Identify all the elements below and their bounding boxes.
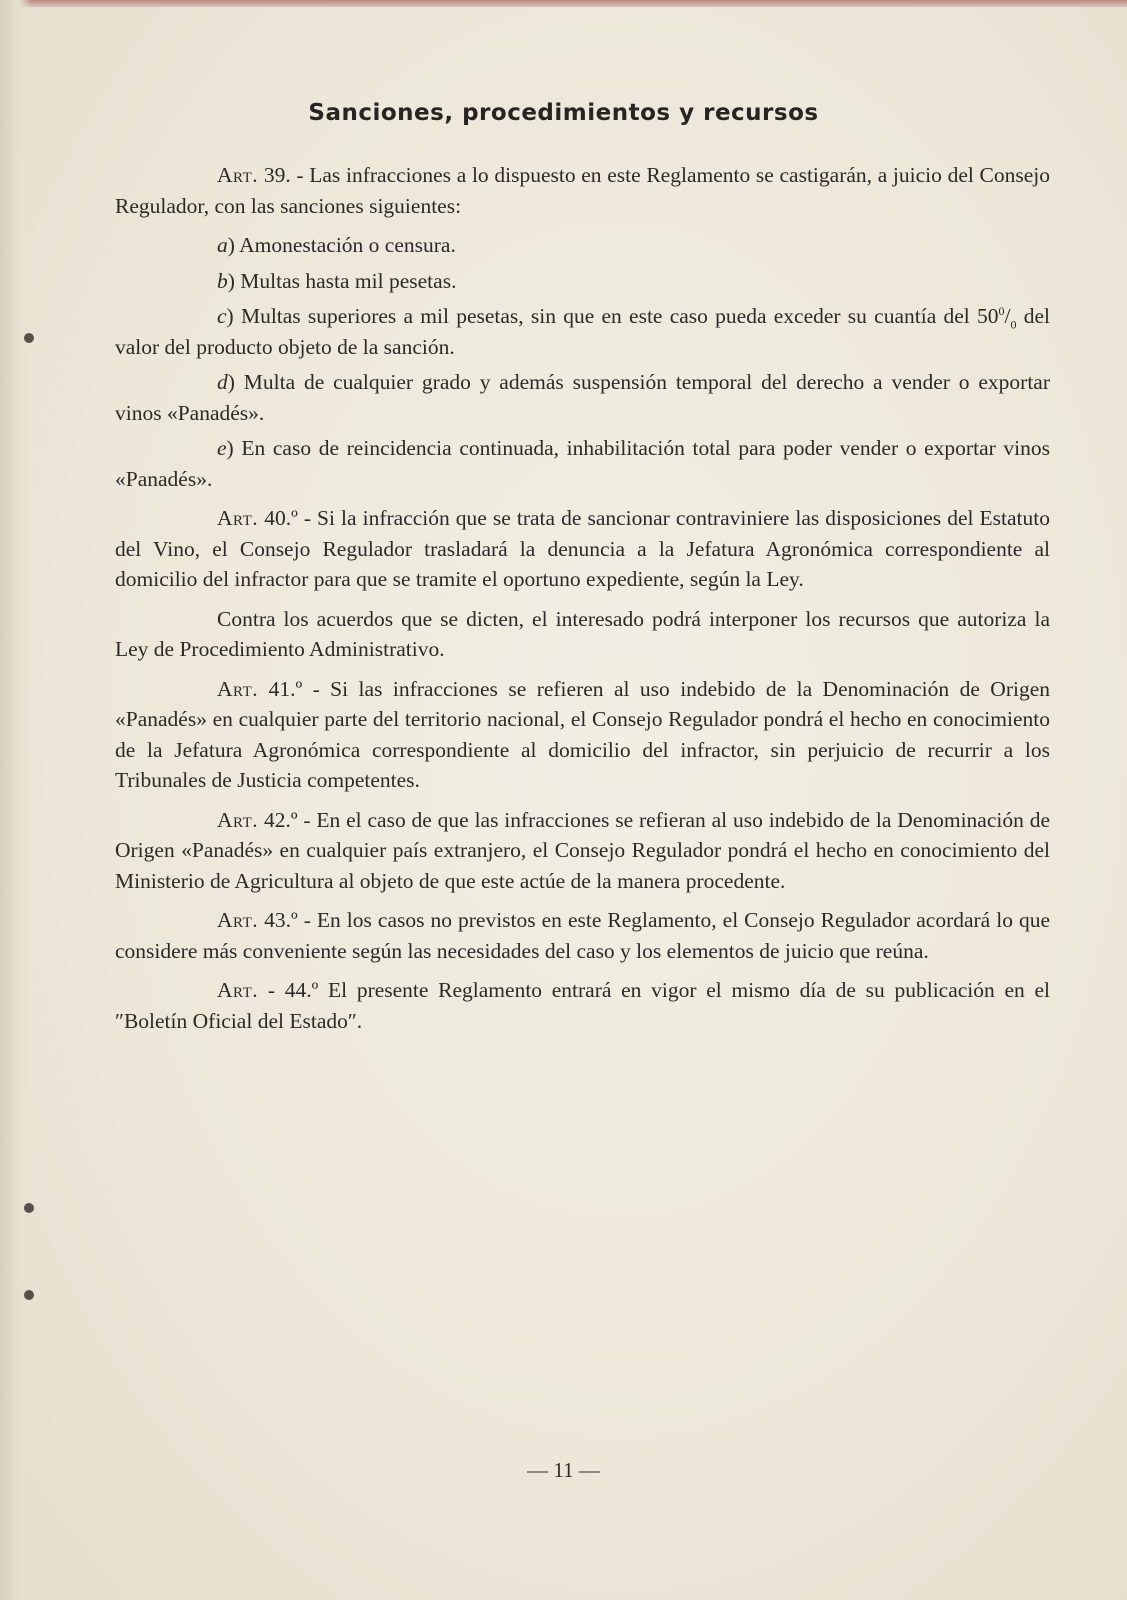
item-text: del valor del producto objeto de la sanción.	[115, 304, 1050, 359]
article-41	[115, 674, 1050, 796]
sanction-item-c	[115, 301, 1050, 362]
article-42	[115, 805, 1050, 897]
article-text: - En los casos no previstos en este Reglamento, el Consejo Regulador acordará lo que considere más conveniente según las necesidades del caso y los elementos de juicio que reúna.	[115, 908, 1051, 963]
article-label: Art.	[217, 908, 259, 932]
section-title: Sanciones, procedimientos y recursos	[308, 100, 819, 126]
item-text: ) Amonestación o censura.	[227, 233, 456, 257]
percent-sup: 0	[998, 303, 1005, 318]
article-text: El presente Reglamento entrará en vigor el mismo día de su publicación en el ″Boletín Oficial del Estado″.	[115, 978, 1051, 1033]
article-44	[115, 975, 1050, 1036]
article-label: Art.	[217, 978, 259, 1002]
article-text: - Si las infracciones se refieren al uso indebido de la Denominación de Origen «Panadés» en cualquier parte del territorio nacional, el Consejo Regulador pondrá el hecho en conocimiento de la Jefatura Agronómica correspondiente al domicilio del infractor, sin perjuicio de recurrir a los Tribunales de Justicia competentes.	[115, 676, 1050, 792]
document-body	[115, 160, 1050, 1045]
sanction-item-a	[115, 230, 1050, 261]
percent-sub: 0	[1010, 317, 1017, 332]
article-text: - En el caso de que las infracciones se refieran al uso indebido de la Denominación de Origen «Panadés» en cualquier país extranjero, el Consejo Regulador pondrá el hecho en conocimiento del Ministerio de Agricultura al objeto de que este actúe de la manera procedente.	[115, 807, 1050, 893]
page-top-edge	[0, 0, 1127, 7]
sanction-item-b	[115, 266, 1050, 297]
article-label: Art.	[217, 676, 259, 701]
item-letter: c	[217, 304, 227, 328]
item-text: ) Multas superiores a mil pesetas, sin que en este caso pueda exceder su cuantía del 50	[226, 304, 999, 328]
binding-mark	[24, 333, 34, 343]
article-40	[115, 503, 1050, 595]
percent-slash: /	[1004, 304, 1011, 328]
article-number: 40.º	[258, 506, 298, 530]
item-text: ) Multa de cualquier grado y además suspensión temporal del derecho a vender o exportar vinos «Panadés».	[115, 370, 1050, 425]
item-letter: d	[217, 370, 228, 394]
binding-mark	[24, 1203, 34, 1213]
article-number: 39.	[258, 163, 291, 187]
page-binding-shadow	[0, 0, 32, 1600]
article-number: 43.º	[258, 908, 298, 932]
item-text: ) Multas hasta mil pesetas.	[227, 268, 457, 293]
page-number: — 11 —	[527, 1458, 600, 1482]
article-label: Art.	[217, 163, 259, 187]
item-letter: b	[217, 268, 228, 293]
binding-mark	[24, 1290, 34, 1300]
article-number: - 44.º	[258, 978, 319, 1002]
article-label: Art.	[217, 807, 259, 832]
article-43	[115, 905, 1050, 966]
item-text: ) En caso de reincidencia continuada, inhabilitación total para poder vender o exportar vinos «Panadés».	[115, 436, 1050, 491]
article-39	[115, 160, 1050, 221]
item-letter: a	[217, 233, 228, 257]
article-number: 41.º	[258, 676, 303, 701]
article-text: - Las infracciones a lo dispuesto en este Reglamento se castigarán, a juicio del Consejo Regulador, con las sanciones siguientes:	[115, 163, 1051, 218]
article-text: - Si la infracción que se trata de sancionar contraviniere las disposiciones del Estatuto del Vino, el Consejo Regulador trasladará la denuncia a la Jefatura Agronómica correspondiente al domicilio del infractor para que se tramite el oportuno expediente, según la Ley.	[115, 506, 1050, 591]
sanction-item-d	[115, 367, 1050, 428]
article-40-paragraph-2: Contra los acuerdos que se dicten, el interesado podrá interponer los recursos que autoriza la Ley de Procedimiento Administrativo.	[115, 606, 1050, 661]
article-label: Art.	[217, 506, 259, 530]
article-number: 42.º	[258, 807, 298, 832]
item-letter: e	[217, 436, 227, 460]
sanction-item-e	[115, 433, 1050, 494]
